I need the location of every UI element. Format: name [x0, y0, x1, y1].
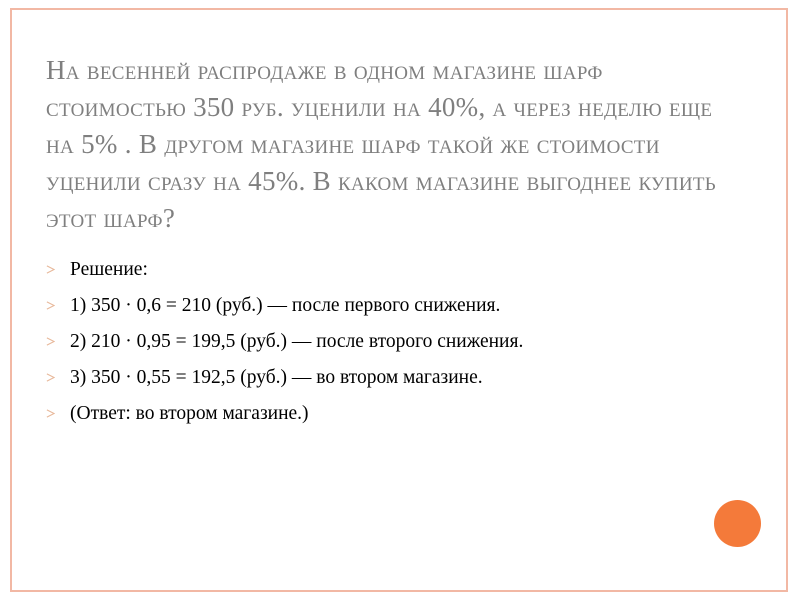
bullet-text: 1) 350 · 0,6 = 210 (руб.) — после первого снижения.: [70, 295, 501, 316]
bullet-item: [46, 292, 766, 328]
open-diamond-bullet-icon: [46, 337, 55, 346]
bullet-item: [46, 400, 766, 436]
bullet-text: (Ответ: во втором магазине.): [70, 403, 309, 424]
bullet-text: 3) 350 · 0,55 = 192,5 (руб.) — во втором магазине.: [70, 367, 483, 388]
open-diamond-bullet-icon: [46, 409, 55, 418]
bullet-item: [46, 256, 766, 292]
open-diamond-bullet-icon: [46, 301, 55, 310]
slide-title: На весенней распродаже в одном магазине шарф стоимостью 350 руб. уценили на 40%, а через неделю еще на 5% . В другом магазине шарф такой же стоимости уценили сразу на 45%. В каком магазине выгоднее купить этот шарф?: [46, 55, 716, 233]
open-diamond-bullet-icon: [46, 373, 55, 382]
bullet-text: Решение:: [70, 259, 148, 280]
accent-circle: [714, 500, 761, 547]
bullet-text: 2) 210 · 0,95 = 199,5 (руб.) — после второго снижения.: [70, 331, 524, 352]
bullet-item: [46, 364, 766, 400]
bullet-item: [46, 328, 766, 364]
open-diamond-bullet-icon: [46, 265, 55, 274]
bullet-list: [46, 256, 766, 436]
